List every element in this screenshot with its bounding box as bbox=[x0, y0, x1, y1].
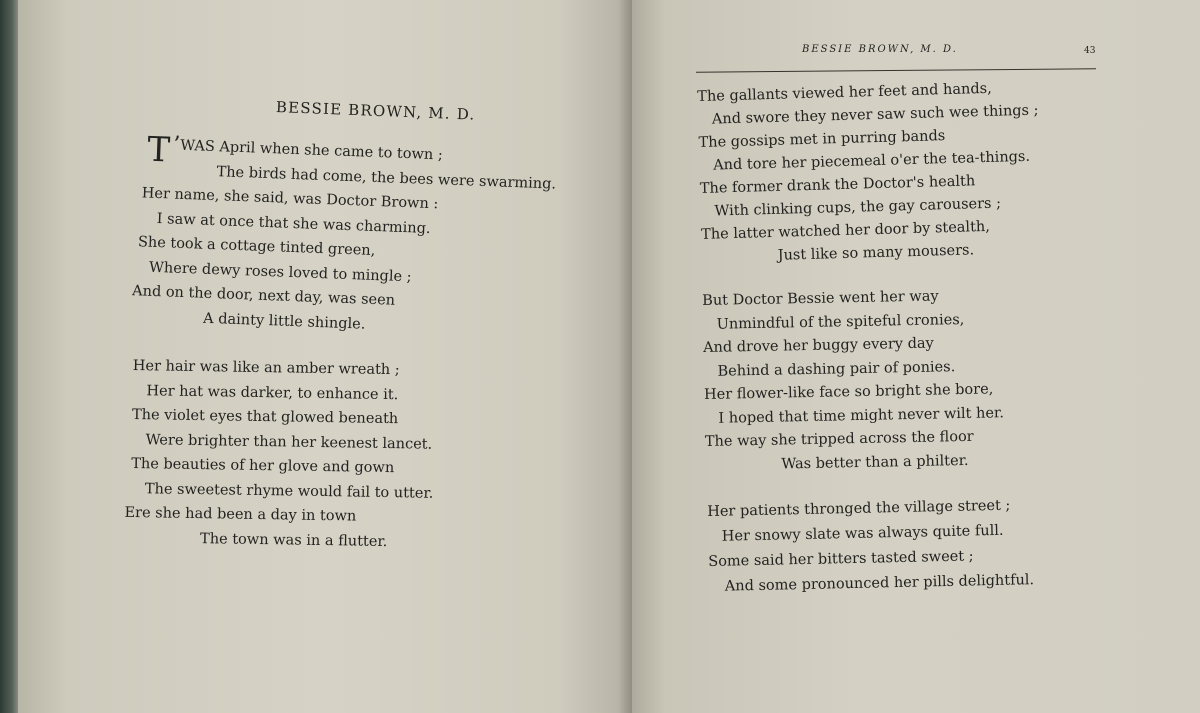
poem-line: Her hat was darker, to enhance it. bbox=[146, 382, 399, 403]
poem-line: But Doctor Bessie went her way bbox=[702, 288, 939, 309]
running-head: BESSIE BROWN, M. D. bbox=[802, 44, 958, 55]
poem-line: The beauties of her glove and gown bbox=[131, 455, 395, 477]
poem-line: The latter watched her door by stealth, bbox=[700, 218, 991, 243]
left-stanza-2 bbox=[124, 354, 436, 555]
poem-line: I hoped that time might never wilt her. bbox=[718, 404, 1005, 427]
poem-line: Were brighter than her keenest lancet. bbox=[145, 431, 433, 453]
right-stanza-1 bbox=[697, 76, 1043, 269]
poem-line: And drove her buggy every day bbox=[702, 335, 934, 356]
poem-line: Where dewy roses loved to mingle ; bbox=[148, 259, 412, 285]
right-stanza-3 bbox=[707, 493, 1034, 600]
poem-line: Behind a dashing pair of ponies. bbox=[717, 358, 956, 380]
poem-line: The former drank the Doctor's health bbox=[699, 173, 976, 197]
poem-line: The gallants viewed her feet and hands, bbox=[697, 80, 992, 105]
poem-line: The way she tripped across the floor bbox=[704, 428, 974, 450]
right-page bbox=[632, 0, 1200, 713]
poem-title: BESSIE BROWN, M. D. bbox=[275, 98, 476, 124]
left-page bbox=[18, 0, 632, 713]
poem-line: Her flower-like face so bright she bore, bbox=[703, 381, 994, 403]
poem-line: The birds had come, the bees were swarming. bbox=[216, 163, 557, 193]
poem-line: The town was in a flutter. bbox=[199, 530, 388, 550]
poem-line: Her patients thronged the village street ; bbox=[707, 497, 1011, 520]
header-rule bbox=[696, 68, 1096, 72]
left-stanza-1 bbox=[125, 129, 558, 343]
poem-line: And some pronounced her pills delightful. bbox=[724, 572, 1035, 595]
poem-line: Unmindful of the spiteful cronies, bbox=[716, 311, 965, 333]
poem-line: I saw at once that she was charming. bbox=[156, 210, 431, 237]
poem-line: The violet eyes that glowed beneath bbox=[131, 406, 399, 428]
poem-line: Her name, she said, was Doctor Brown : bbox=[141, 185, 439, 213]
poem-line: And on the door, next day, was seen bbox=[131, 283, 396, 309]
poem-line: Ere she had been a day in town bbox=[124, 504, 357, 525]
poem-line: Some said her bitters tasted sweet ; bbox=[708, 548, 974, 570]
right-stanza-2 bbox=[702, 284, 1005, 478]
poem-line: Was better than a philter. bbox=[781, 452, 969, 473]
poem-line: A dainty little shingle. bbox=[202, 310, 366, 333]
poem-line: And swore they never saw such wee things ; bbox=[711, 102, 1039, 128]
poem-line: The sweetest rhyme would fail to utter. bbox=[144, 480, 434, 502]
poem-line: Just like so many mousers. bbox=[777, 242, 975, 264]
poem-line: WAS April when she came to town ; bbox=[179, 137, 444, 164]
poem-line: She took a cottage tinted green, bbox=[137, 234, 376, 259]
poem-line: And tore her piecemeal o'er the tea-things. bbox=[713, 148, 1031, 174]
poem-line: With clinking cups, the gay carousers ; bbox=[714, 195, 1002, 220]
opening-apostrophe: ’ bbox=[172, 132, 181, 158]
poem-line: Her snowy slate was always quite full. bbox=[721, 522, 1004, 545]
poem-line: Her hair was like an amber wreath ; bbox=[132, 357, 400, 379]
book-cover-edge bbox=[0, 0, 20, 713]
poem-line: The gossips met in purring bands bbox=[698, 128, 946, 151]
drop-cap: T bbox=[146, 129, 171, 171]
page-number: 43 bbox=[1084, 46, 1096, 56]
